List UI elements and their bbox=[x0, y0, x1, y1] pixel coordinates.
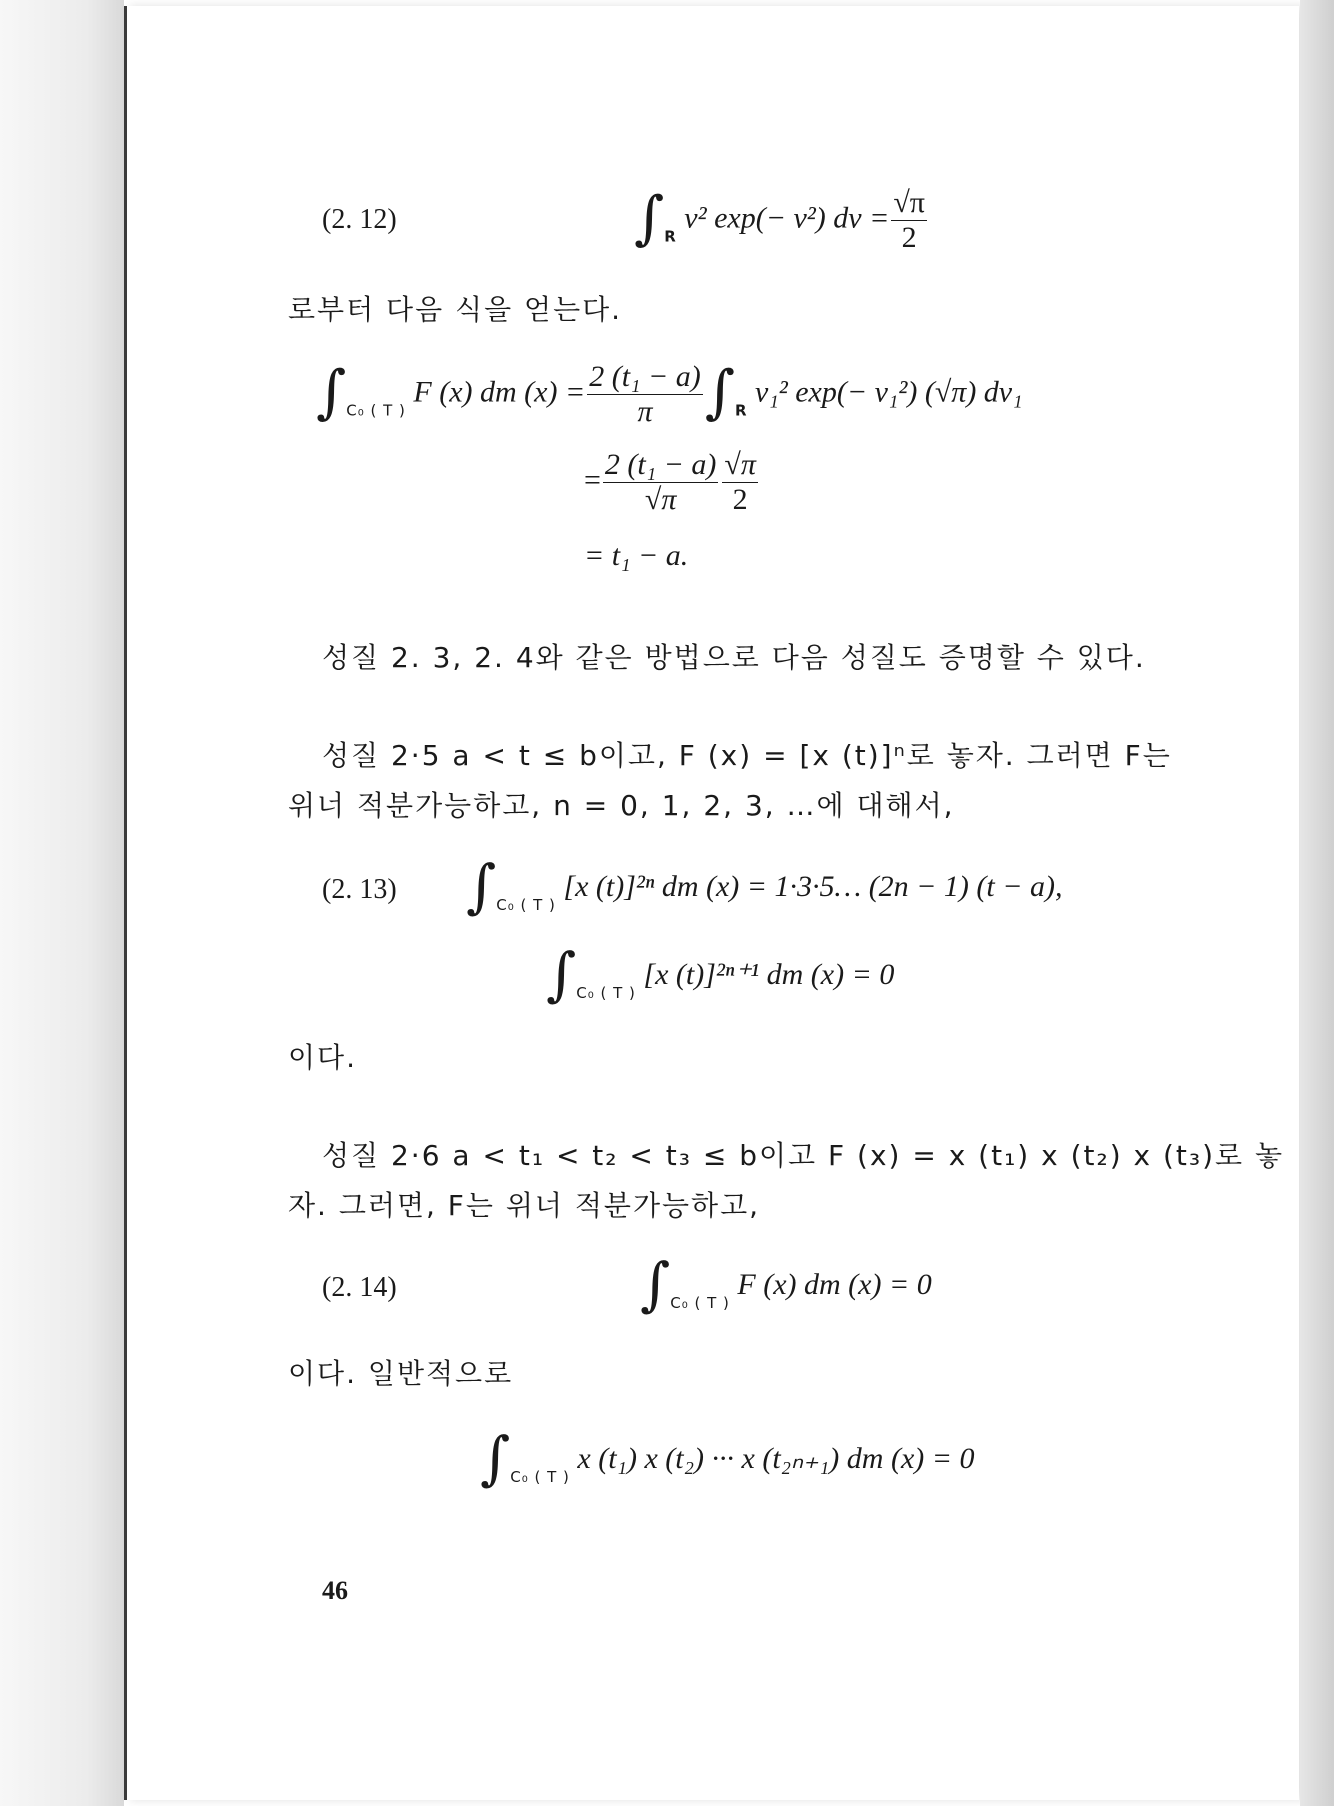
eq-2-14: $\int_{C_0 ( T )}$ F (x) dm (x) = 0 bbox=[640, 1250, 932, 1318]
eq-2-12-body: v² exp(− v²) dv = bbox=[684, 201, 890, 235]
text-paragraph-4: 이다. 일반적으로 bbox=[288, 1357, 514, 1390]
eq-2-12-fraction: $\frac{√\pi}{2}$ bbox=[893, 186, 925, 254]
eq-2-13-label: (2. 13) bbox=[322, 874, 397, 905]
scan-edge-right bbox=[1300, 0, 1334, 1806]
derivation-line-2: = $\frac{\text{2 (t₁ − a)}}{√\pi}$ $\frac{√\pi}{2}$ bbox=[584, 448, 756, 516]
property-2-5-line-2: 위너 적분가능하고, n = 0, 1, 2, 3, …에 대해서, bbox=[288, 789, 955, 822]
eq-2-14-label: (2. 14) bbox=[322, 1272, 397, 1303]
derivation-line-3: = t₁ − a. bbox=[584, 539, 689, 572]
eq-2-13-line-1: $\int_{C_0 ( T )}$ [x (t)]²ⁿ dm (x) = 1·3·5… (2n − 1) (t − a), bbox=[466, 852, 1063, 920]
property-2-6-line-1: 성질 2·6 a < t₁ < t₂ < t₃ ≤ b이고 F (x) = x (t₁) x (t₂) x (t₃)로 놓 bbox=[322, 1139, 1285, 1172]
eq-2-13-line-2: $\int_{C_0 ( T )}$ [x (t)]²ⁿ⁺¹ dm (x) = 0 bbox=[546, 940, 895, 1008]
eq-2-12 bbox=[634, 183, 929, 255]
text-paragraph-2: 성질 2. 3, 2. 4와 같은 방법으로 다음 성질도 증명할 수 있다. bbox=[322, 641, 1146, 674]
eq-2-12-domain: R bbox=[664, 227, 677, 246]
property-2-6-line-2: 자. 그러면, F는 위너 적분가능하고, bbox=[288, 1189, 761, 1222]
text-paragraph-1: 로부터 다음 식을 얻는다. bbox=[288, 293, 623, 326]
eq-general: $\int_{C_0 ( T )}$ x (t₁) x (t₂) ··· x (t₂ₙ₊₁) dm (x) = 0 bbox=[480, 1424, 975, 1492]
derivation-line-1: $\int_{C_0 ( T )}$ F (x) dm (x) = $\frac{\text{2 (t₁ − a)}}{\pi}$ $\int_R$ v₁² exp(− v₁²) (√π) dv₁ bbox=[316, 357, 1023, 428]
eq-2-12-label: (2. 12) bbox=[322, 204, 397, 235]
page-number: 46 bbox=[322, 1576, 348, 1605]
scan-edge-left bbox=[0, 0, 124, 1806]
integral-sign: ∫ bbox=[634, 183, 665, 252]
text-paragraph-3: 이다. bbox=[288, 1041, 357, 1074]
property-2-5-line-1: 성질 2·5 a < t ≤ b이고, F (x) = [x (t)]ⁿ로 놓자. 그러면 F는 bbox=[322, 739, 1172, 772]
